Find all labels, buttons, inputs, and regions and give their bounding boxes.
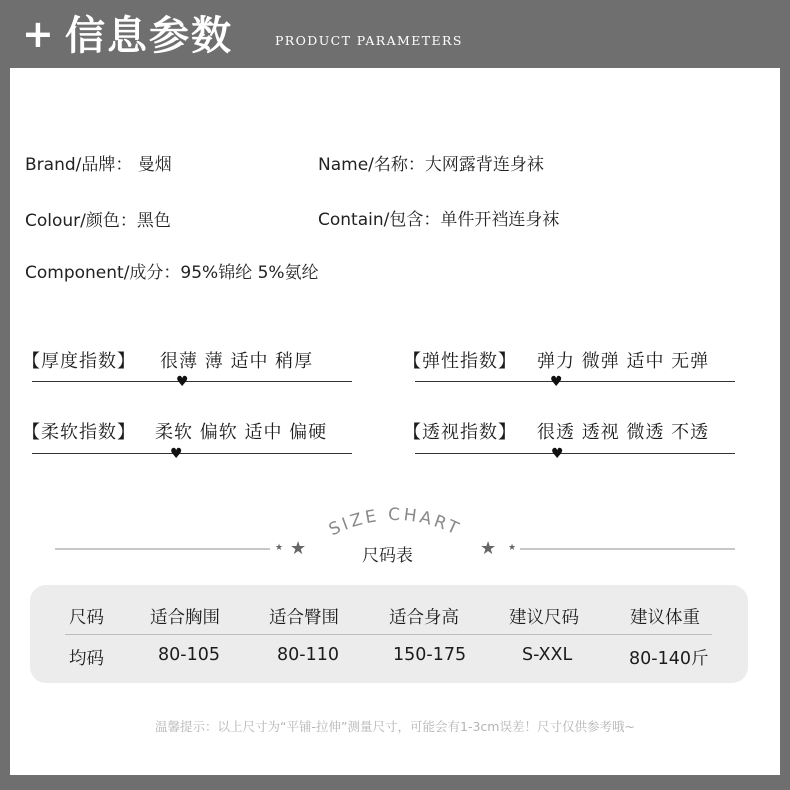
transparency-scale xyxy=(415,453,735,454)
table-header-hip: 适合臀围 xyxy=(269,608,339,628)
heart-icon: ♥ xyxy=(176,374,189,390)
heart-icon: ♥ xyxy=(170,446,183,462)
softness-label: 【柔软指数】 xyxy=(22,422,136,443)
softness-scale xyxy=(32,453,352,454)
star-icon: ★ xyxy=(508,543,517,553)
table-header-weight: 建议体重 xyxy=(630,608,700,628)
table-header-suggested-size: 建议尺码 xyxy=(509,608,579,628)
star-icon: ★ xyxy=(275,543,284,553)
table-divider xyxy=(65,634,712,635)
table-header-height: 适合身高 xyxy=(389,608,459,628)
star-icon: ★ xyxy=(480,538,497,559)
transparency-label: 【透视指数】 xyxy=(403,422,517,443)
thickness-scale xyxy=(32,381,352,382)
divider-line-right xyxy=(520,548,735,550)
table-cell-suggested-size: S-XXL xyxy=(522,645,573,665)
size-chart-title: 尺码表 xyxy=(362,546,413,566)
heart-icon: ♥ xyxy=(551,446,564,462)
section-subtitle: PRODUCT PARAMETERS xyxy=(275,33,463,48)
component-text: Component/成分：95%锦纶 5%氨纶 xyxy=(25,263,319,283)
divider-line-left xyxy=(55,548,270,550)
tip-note: 温馨提示：以上尺寸为“平铺-拉伸”测量尺寸，可能会有1-3cm误差！尺寸仅供参考哦~ xyxy=(155,719,635,734)
table-cell-chest: 80-105 xyxy=(158,645,220,665)
elasticity-options: 弹力 微弹 适中 无弹 xyxy=(537,351,710,372)
table-cell-height: 150-175 xyxy=(393,645,467,665)
plus-icon: + xyxy=(22,12,54,56)
size-chart-english-title xyxy=(320,500,470,540)
section-title: 信息参数 xyxy=(65,12,233,59)
star-icon: ★ xyxy=(290,538,307,559)
elasticity-scale xyxy=(415,381,735,382)
heart-icon: ♥ xyxy=(550,374,563,390)
name-text: Name/名称：大网露背连身袜 xyxy=(318,155,544,175)
colour-text: Colour/颜色：黑色 xyxy=(25,211,171,231)
thickness-options: 很薄 薄 适中 稍厚 xyxy=(160,351,314,372)
softness-options: 柔软 偏软 适中 偏硬 xyxy=(155,422,328,443)
thickness-label: 【厚度指数】 xyxy=(22,351,136,372)
table-cell-hip: 80-110 xyxy=(277,645,339,665)
brand-text: Brand/品牌： 曼烟 xyxy=(25,155,172,175)
table-cell-weight: 80-140斤 xyxy=(629,649,709,669)
transparency-options: 很透 透视 微透 不透 xyxy=(537,422,710,443)
svg-text:SIZE CHART: SIZE CHART xyxy=(325,504,465,540)
elasticity-label: 【弹性指数】 xyxy=(403,351,517,372)
table-header-size: 尺码 xyxy=(69,608,104,628)
contain-text: Contain/包含：单件开裆连身袜 xyxy=(318,210,560,230)
section-header xyxy=(0,0,790,68)
table-header-chest: 适合胸围 xyxy=(150,608,220,628)
table-cell-size: 均码 xyxy=(69,649,104,669)
